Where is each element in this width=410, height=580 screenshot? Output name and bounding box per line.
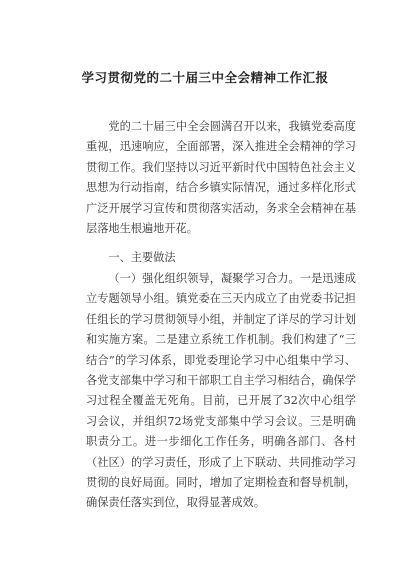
- section-heading-text: 一、主要做法: [108, 251, 176, 264]
- section-heading: [86, 248, 356, 268]
- section1-paragraph-text: （一）强化组织领导，凝聚学习合力。一是迅速成立专题领导小组。镇党委在三天内成立了由党委书记担任组长的学习贯彻领导小组，并制定了详尽的学习计划和实施方案。二是建立系统工作机制。我们构建了“三结合”的学习体系，即党委理论学习中心组集中学习、各党支部集中学习和干部职工自主学习相结合，确保学习过程全覆盖无死角。目前，已开展了32次中心组学习会议，并组织72场党支部集中学习会议。三是明确职责分工。进一步细化工作任务，明确各部门、各村（社区）的学习责任，形成了上下联动、共同推动学习贯彻的良好局面。同时，增加了定期检查和督导机制，确保责任落实到位，取得显著成效。: [86, 272, 356, 510]
- document-title: 学习贯彻党的二十届三中全会精神工作汇报: [81, 70, 329, 85]
- section1-paragraph: [86, 269, 356, 514]
- intro-paragraph-text: 党的二十届三中全会圆满召开以来，我镇党委高度重视，迅速响应，全面部署，深入推进全会精神的学习贯彻工作。我们坚持以习近平新时代中国特色社会主义思想为行动指南，结合乡镇实际情况，通过多样化形式广泛开展学习宣传和贯彻落实活动，务求全会精神在基层落地生根遍地开花。: [86, 120, 356, 236]
- intro-paragraph: [86, 117, 356, 239]
